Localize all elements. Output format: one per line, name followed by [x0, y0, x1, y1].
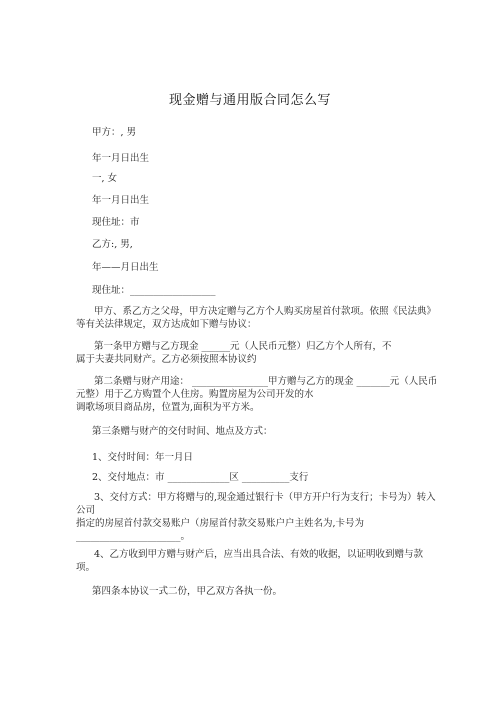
- party-b-line: 乙方:, 男,: [92, 239, 133, 250]
- article-3-item-4-line: 4、乙方收到甲方赠与财产后，应当出具合法、有效的收据，以证明收到赠与款: [94, 549, 424, 560]
- preamble-line: 甲方、系乙方之父母，甲方决定赠与乙方个人购买房屋首付款项。依照《民法典》: [94, 306, 437, 317]
- article-2-line: 第二条赠与财产用途： ________________甲方赠与乙方的现金 _______元（人民币: [94, 376, 438, 387]
- article-4-line: 第四条本协议一式二份，甲乙双方各执一份。: [92, 586, 283, 597]
- article-3-item-3-line: 3、交付方式：甲方将赠与的,现金通过银行卡（甲方开户行为支行；卡号为）转入: [94, 492, 436, 503]
- party-a-birth-line: 年一月日出生: [92, 153, 150, 164]
- article-3-item-4-paragraph: [76, 548, 431, 574]
- preamble-line: 等有关法律规定，双方达成如下赠与协议：: [76, 319, 257, 330]
- article-2-line: 调歌场项目商品房，位置为,面积为平方米。: [76, 402, 260, 413]
- article-3-item-4-line: 项。: [76, 562, 96, 573]
- article-3-item-3-line: 公司: [76, 505, 96, 516]
- article-3-item-3-line: ______________________。: [76, 531, 191, 542]
- party-a-address-line: 现住址：市: [92, 217, 140, 228]
- article-1-paragraph: [76, 340, 431, 366]
- party-b-address-line: 现住址：__________________: [92, 285, 216, 296]
- article-1-line: 第一条甲方赠与乙方现金 ______元（人民币元整）归乙方个人所有，不: [94, 341, 392, 352]
- article-3-heading: 第三条赠与财产的交付时间、地点及方式：: [92, 426, 273, 437]
- article-3-item-2: 2、交付地点：市 _____________区 __________支行: [92, 472, 309, 483]
- party-a-spouse-line: 一, 女: [92, 173, 118, 184]
- party-a-line: 甲方：, 男: [92, 127, 137, 138]
- article-3-item-3-paragraph: [76, 491, 436, 543]
- article-1-line: 属于夫妻共同财产。乙方必须按照本协议约: [76, 354, 257, 365]
- party-a-spouse-birth-line: 年一月日出生: [92, 195, 150, 206]
- article-2-line: 元整）用于乙方购置个人住房。购置房屋为公司开发的水: [76, 389, 314, 400]
- article-3-item-3-line: 指定的房屋首付款交易账户（房屋首付款交易账户户主姓名为,卡号为: [76, 518, 365, 529]
- party-b-birth-line: 年——月日出生: [92, 262, 159, 273]
- article-3-item-1: 1、交付时间：年一月日: [92, 452, 194, 463]
- article-2-paragraph: [76, 375, 438, 414]
- document-title: 现金赠与通用版合同怎么写: [168, 93, 331, 108]
- preamble-paragraph: [76, 305, 437, 331]
